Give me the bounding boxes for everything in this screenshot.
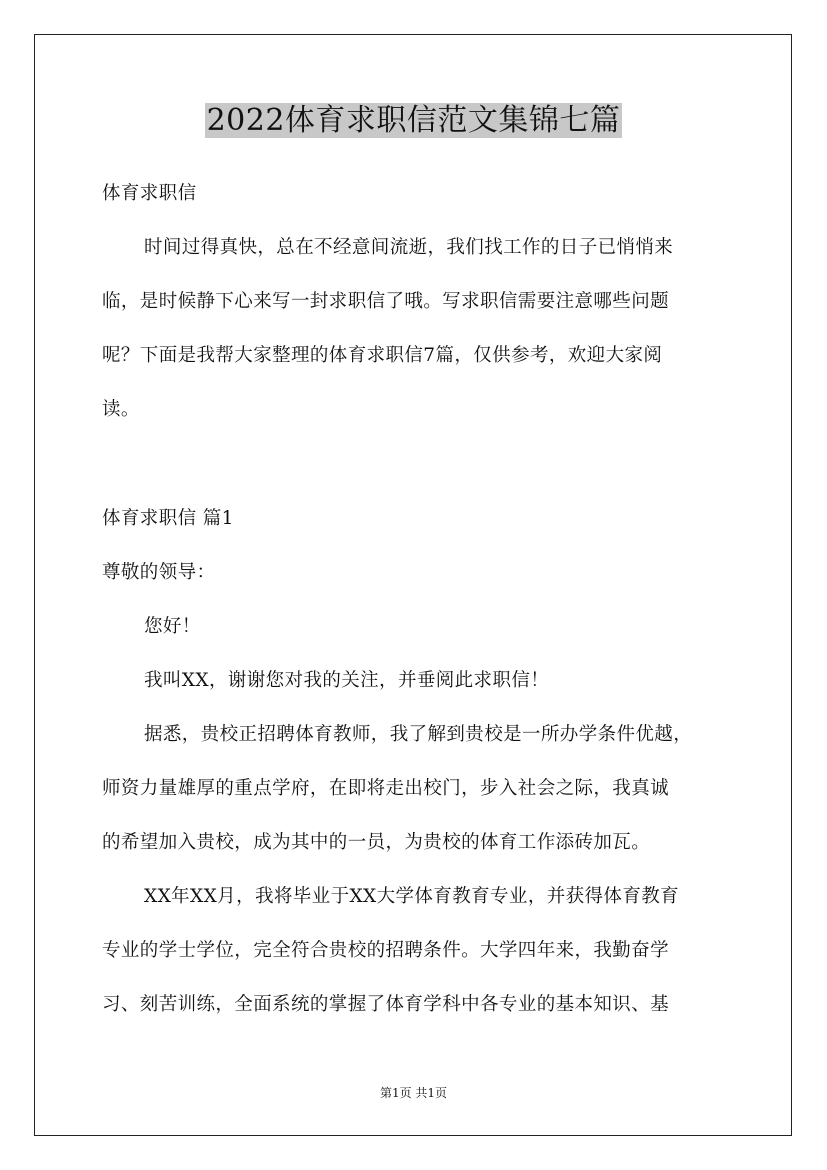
intro-line-4: 读。	[102, 399, 140, 420]
para1-line: 我叫XX，谢谢您对我的关注，并垂阅此求职信！	[144, 670, 550, 691]
heading: 体育求职信	[102, 183, 197, 204]
para3-line-3: 习、刻苦训练，全面系统的掌握了体育学科中各专业的基本知识、基	[102, 994, 670, 1015]
document-title	[0, 100, 827, 142]
intro-line-1: 时间过得真快，总在不经意间流逝，我们找工作的日子已悄悄来	[144, 237, 674, 258]
para2-line-1: 据悉，贵校正招聘体育教师，我了解到贵校是一所办学条件优越，	[144, 724, 693, 745]
intro-line-2: 临，是时候静下心来写一封求职信了哦。写求职信需要注意哪些问题	[102, 291, 670, 312]
para3-line-2: 专业的学士学位，完全符合贵校的招聘条件。大学四年来，我勤奋学	[102, 940, 670, 961]
greeting: 您好！	[144, 616, 201, 637]
page-footer	[0, 1084, 827, 1101]
section-title: 体育求职信 篇1	[102, 508, 234, 529]
document-title-text: 2022体育求职信范文集锦七篇	[206, 103, 621, 138]
para2-line-2: 师资力量雄厚的重点学府，在即将走出校门，步入社会之际，我真诚	[102, 778, 670, 799]
salutation: 尊敬的领导：	[102, 562, 216, 583]
para3-line-1: XX年XX月，我将毕业于XX大学体育教育专业，并获得体育教育	[144, 886, 680, 907]
para2-line-3: 的希望加入贵校，成为其中的一员，为贵校的体育工作添砖加瓦。	[102, 832, 651, 853]
intro-line-3: 呢？下面是我帮大家整理的体育求职信7篇，仅供参考，欢迎大家阅	[102, 345, 663, 366]
page-number: 第1页 共1页	[379, 1086, 448, 1100]
